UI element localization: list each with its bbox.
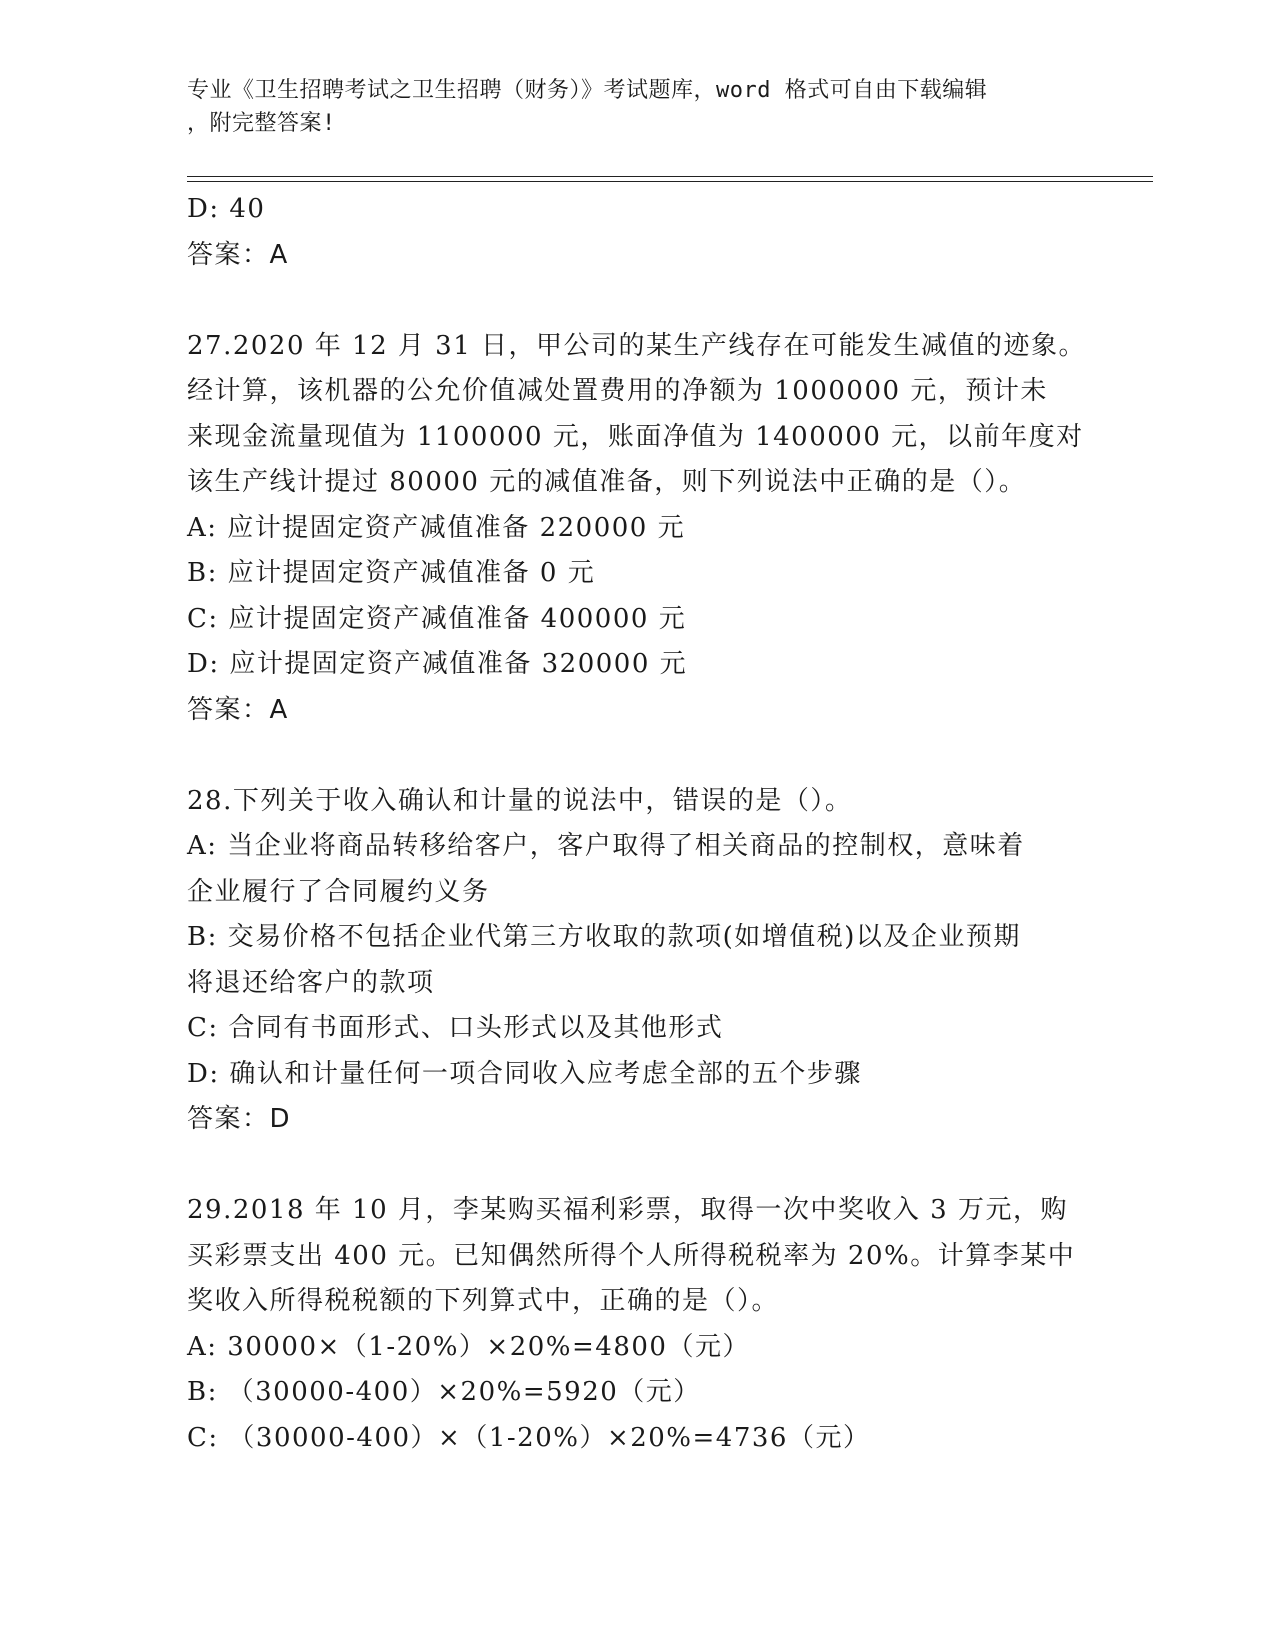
option-line: B: 交易价格不包括企业代第三方收取的款项(如增值税)以及企业预期	[187, 922, 1021, 952]
option-line: 企业履行了合同履约义务	[187, 876, 490, 907]
page-header	[187, 74, 1067, 140]
question-stem-line: 28.下列关于收入确认和计量的说法中，错误的是（）。	[187, 785, 853, 816]
spacer	[187, 733, 1087, 779]
question-stem-line: 该生产线计提过 80000 元的减值准备，则下列说法中正确的是（）。	[187, 467, 1027, 497]
question-stem-line: 奖收入所得税税额的下列算式中，正确的是（）。	[187, 1286, 780, 1316]
question-stem-line: 来现金流量现值为 1100000 元，账面净值为 1400000 元，以前年度对	[187, 421, 1084, 452]
question-stem-line: 买彩票支出 400 元。已知偶然所得个人所得税税率为 20%。计算李某中	[187, 1240, 1076, 1271]
answer-line: 答案：D	[187, 1104, 292, 1134]
option-line: A: 30000×（1-20%）×20%=4800（元）	[187, 1331, 750, 1362]
question-stem-line: 29.2018 年 10 月，李某购买福利彩票，取得一次中奖收入 3 万元，购	[187, 1195, 1068, 1225]
option-line: D: 应计提固定资产减值准备 320000 元	[187, 649, 688, 679]
header-divider-top	[187, 176, 1153, 177]
option-line: B: （30000-400）×20%=5920（元）	[187, 1377, 701, 1407]
question-29	[187, 1188, 1087, 1461]
option-line: C: 应计提固定资产减值准备 400000 元	[187, 603, 687, 634]
option-line: C: （30000-400）×（1-20%）×20%=4736（元）	[187, 1422, 871, 1453]
option-line: C: 合同有书面形式、口头形式以及其他形式	[187, 1013, 724, 1043]
spacer	[187, 1143, 1087, 1189]
question-stem-line: 27.2020 年 12 月 31 日，甲公司的某生产线存在可能发生减值的迹象。	[187, 330, 1087, 361]
question-27	[187, 324, 1087, 734]
option-line: A: 应计提固定资产减值准备 220000 元	[187, 512, 686, 543]
header-line-2: ，附完整答案!	[187, 111, 336, 136]
question-28	[187, 779, 1087, 1143]
option-line: B: 应计提固定资产减值准备 0 元	[187, 558, 596, 588]
option-line: D: 确认和计量任何一项合同收入应考虑全部的五个步骤	[187, 1058, 862, 1089]
option-line: D: 40	[187, 194, 266, 224]
spacer	[187, 278, 1087, 324]
answer-line: 答案：A	[187, 239, 289, 270]
option-line: A: 当企业将商品转移给客户，客户取得了相关商品的控制权，意味着	[187, 831, 1025, 861]
header-line-1: 专业《卫生招聘考试之卫生招聘（财务）》考试题库，word 格式可自由下载编辑	[187, 78, 988, 103]
option-line: 将退还给客户的款项	[187, 967, 435, 998]
question-content	[187, 187, 1087, 1461]
answer-line: 答案：A	[187, 694, 289, 725]
question-stem-line: 经计算，该机器的公允价值减处置费用的净额为 1000000 元，预计未	[187, 376, 1048, 406]
header-divider-bottom	[187, 181, 1153, 182]
